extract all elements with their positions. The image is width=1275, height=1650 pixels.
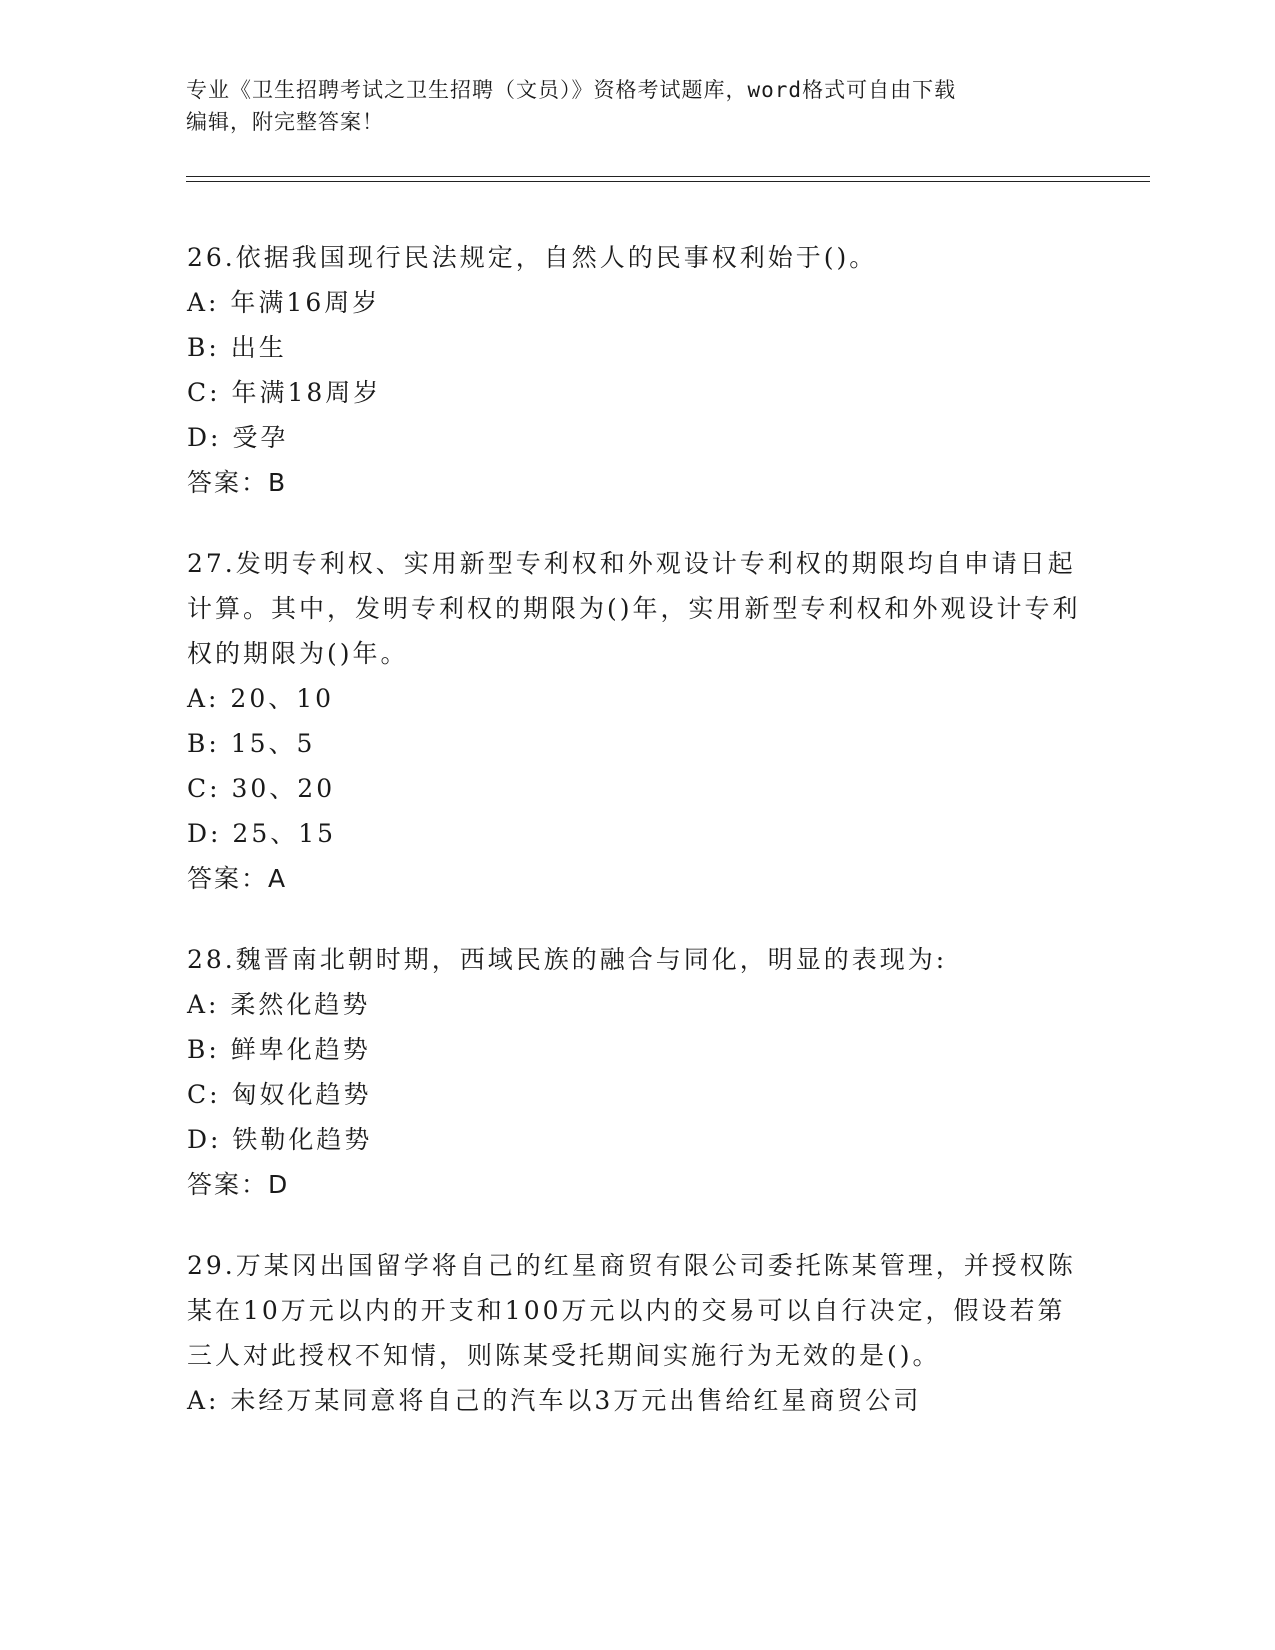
document-header [186, 74, 1086, 138]
option-d: D: 铁勒化趋势 [187, 1125, 373, 1154]
option-c: C: 30、20 [187, 774, 336, 803]
question-stem: 29.万某冈出国留学将自己的红星商贸有限公司委托陈某管理，并授权陈某在10万元以内的开支和100万元以内的交易可以自行决定，假设若第三人对此授权不知情，则陈某受托期间实施行为无效的是()。 [187, 1251, 1076, 1370]
header-divider-bottom [186, 181, 1150, 182]
header-line-1: 专业《卫生招聘考试之卫生招聘（文员）》资格考试题库，word格式可自由下载 [186, 78, 957, 102]
option-b: B: 出生 [187, 333, 287, 362]
question-29 [187, 1243, 1087, 1423]
option-b: B: 15、5 [187, 729, 316, 758]
option-a: A: 年满16周岁 [187, 288, 381, 317]
header-line-2: 编辑，附完整答案！ [186, 110, 384, 134]
option-c: C: 年满18周岁 [187, 378, 382, 407]
answer-line: 答案：A [187, 864, 288, 893]
option-c: C: 匈奴化趋势 [187, 1080, 372, 1109]
option-a: A: 柔然化趋势 [187, 990, 371, 1019]
question-stem: 26.依据我国现行民法规定，自然人的民事权利始于()。 [187, 243, 878, 272]
option-d: D: 受孕 [187, 423, 289, 452]
question-stem: 28.魏晋南北朝时期，西域民族的融合与同化，明显的表现为: [187, 945, 948, 974]
option-a: A: 20、10 [187, 684, 335, 713]
answer-line: 答案：D [187, 1170, 290, 1199]
option-b: B: 鲜卑化趋势 [187, 1035, 371, 1064]
question-27 [187, 541, 1087, 901]
question-list [187, 235, 1087, 1459]
question-26 [187, 235, 1087, 505]
option-d: D: 25、15 [187, 819, 337, 848]
answer-line: 答案：B [187, 468, 288, 497]
question-stem: 27.发明专利权、实用新型专利权和外观设计专利权的期限均自申请日起计算。其中，发明专利权的期限为()年，实用新型专利权和外观设计专利权的期限为()年。 [187, 549, 1081, 668]
header-divider-top [186, 176, 1150, 177]
question-28 [187, 937, 1087, 1207]
option-a: A: 未经万某同意将自己的汽车以3万元出售给红星商贸公司 [187, 1386, 922, 1415]
